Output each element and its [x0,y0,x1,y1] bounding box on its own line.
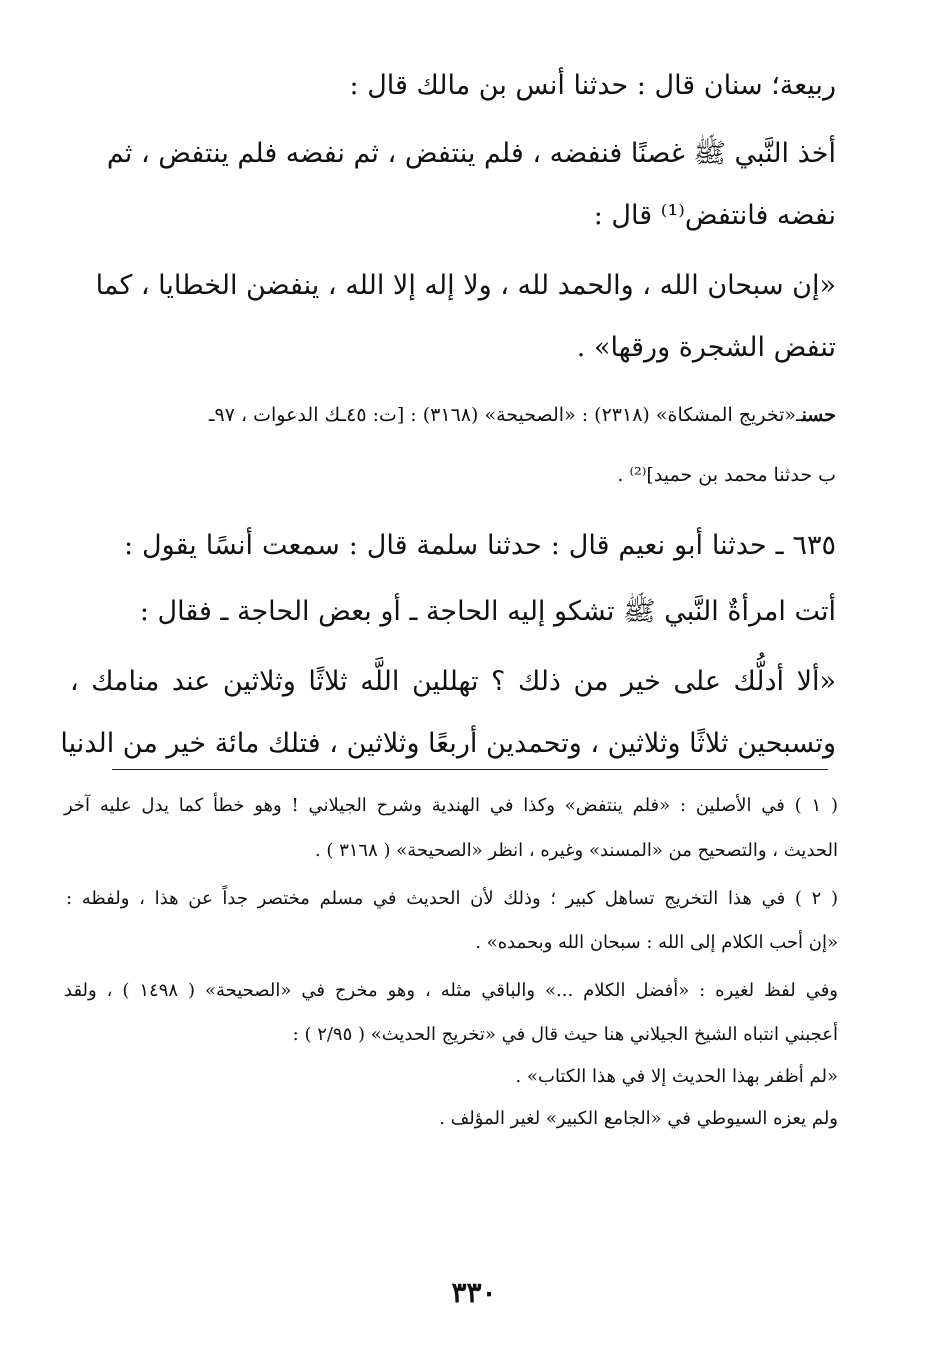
footnote-line: الحديث ، والتصحيح من «المسند» وغيره ، انظر «الصحيحة» ( ٣١٦٨ ) . [314,840,838,861]
text-line: وتسبحين ثلاثًا وثلاثين ، وتحمدين أربعًا وثلاثين ، فتلك مائة خير من الدنيا [60,728,836,759]
hadith-number-line: ٦٣٥ ـ حدثنا أبو نعيم قال : حدثنا سلمة قال : سمعت أنسًا يقول : [124,530,836,561]
text-line: ربيعة؛ سنان قال : حدثنا أنس بن مالك قال : [349,70,836,101]
footnote-separator [112,769,828,770]
text-line: تنفض الشجرة ورقها» . [576,332,836,363]
footnote-line: أعجبني انتباه الشيخ الجيلاني هنا حيث قال في «تخريج الحديث» ( ٢/٩٥ ) : [292,1024,838,1045]
text-line: «ألا أدلُّك على خير من ذلك ؟ تهللين اللَّه ثلاثًا وثلاثين عند منامك ، [70,666,836,697]
footnote-line: «لم أظفر بهذا الحديث إلا في هذا الكتاب» . [515,1066,838,1087]
footnote-line: ( ٢ ) في هذا التخريج تساهل كبير ؛ وذلك لأن الحديث في مسلم مختصر جداً عن هذا ، ولفظه : [66,888,838,909]
footnote-line: ( ١ ) في الأصلين : «فلم ينتفض» وكذا في الهندية وشرح الجيلاني ! وهو خطأ كما يدل عليه آخر [64,795,838,816]
footnote-line: «إن أحب الكلام إلى الله : سبحان الله وبحمده» . [475,932,838,953]
footnote-line: ولم يعزه السيوطي في «الجامع الكبير» لغير المؤلف . [439,1108,838,1129]
text-line: أتت امرأةٌ النَّبي ﷺ تشكو إليه الحاجة ـ أو بعض الحاجة ـ فقال : [139,596,836,627]
footnote-line: وفي لفظ لغيره : «أفضل الكلام ...» والباقي مثله ، وهو مخرج في «الصحيحة» ( ١٤٩٨ ) ، ولقد [64,980,838,1001]
hadith-grade-line [58,406,836,425]
grade-reference-line: ب حدثنا محمد بن حميد]⁽²⁾ . [617,464,836,486]
page-number: ٣٣٠ [451,1276,497,1309]
text-line: نفضه فانتفض⁽¹⁾ قال : [593,200,836,231]
text-line: أخذ النَّبي ﷺ غصنًا فنفضه ، فلم ينتفض ، ثم نفضه فلم ينتفض ، ثم [106,138,836,169]
hadith-grade: حسن [801,404,836,426]
text-line: «إن سبحان الله ، والحمد لله ، ولا إله إلا الله ، ينفضن الخطايا ، كما [95,270,836,301]
grade-reference: ـ«تخريج المشكاة» (٢٣١٨) : «الصحيحة» (٣١٦٨) : [ت: ٤٥ـك الدعوات ، ٩٧ـ [208,404,802,426]
